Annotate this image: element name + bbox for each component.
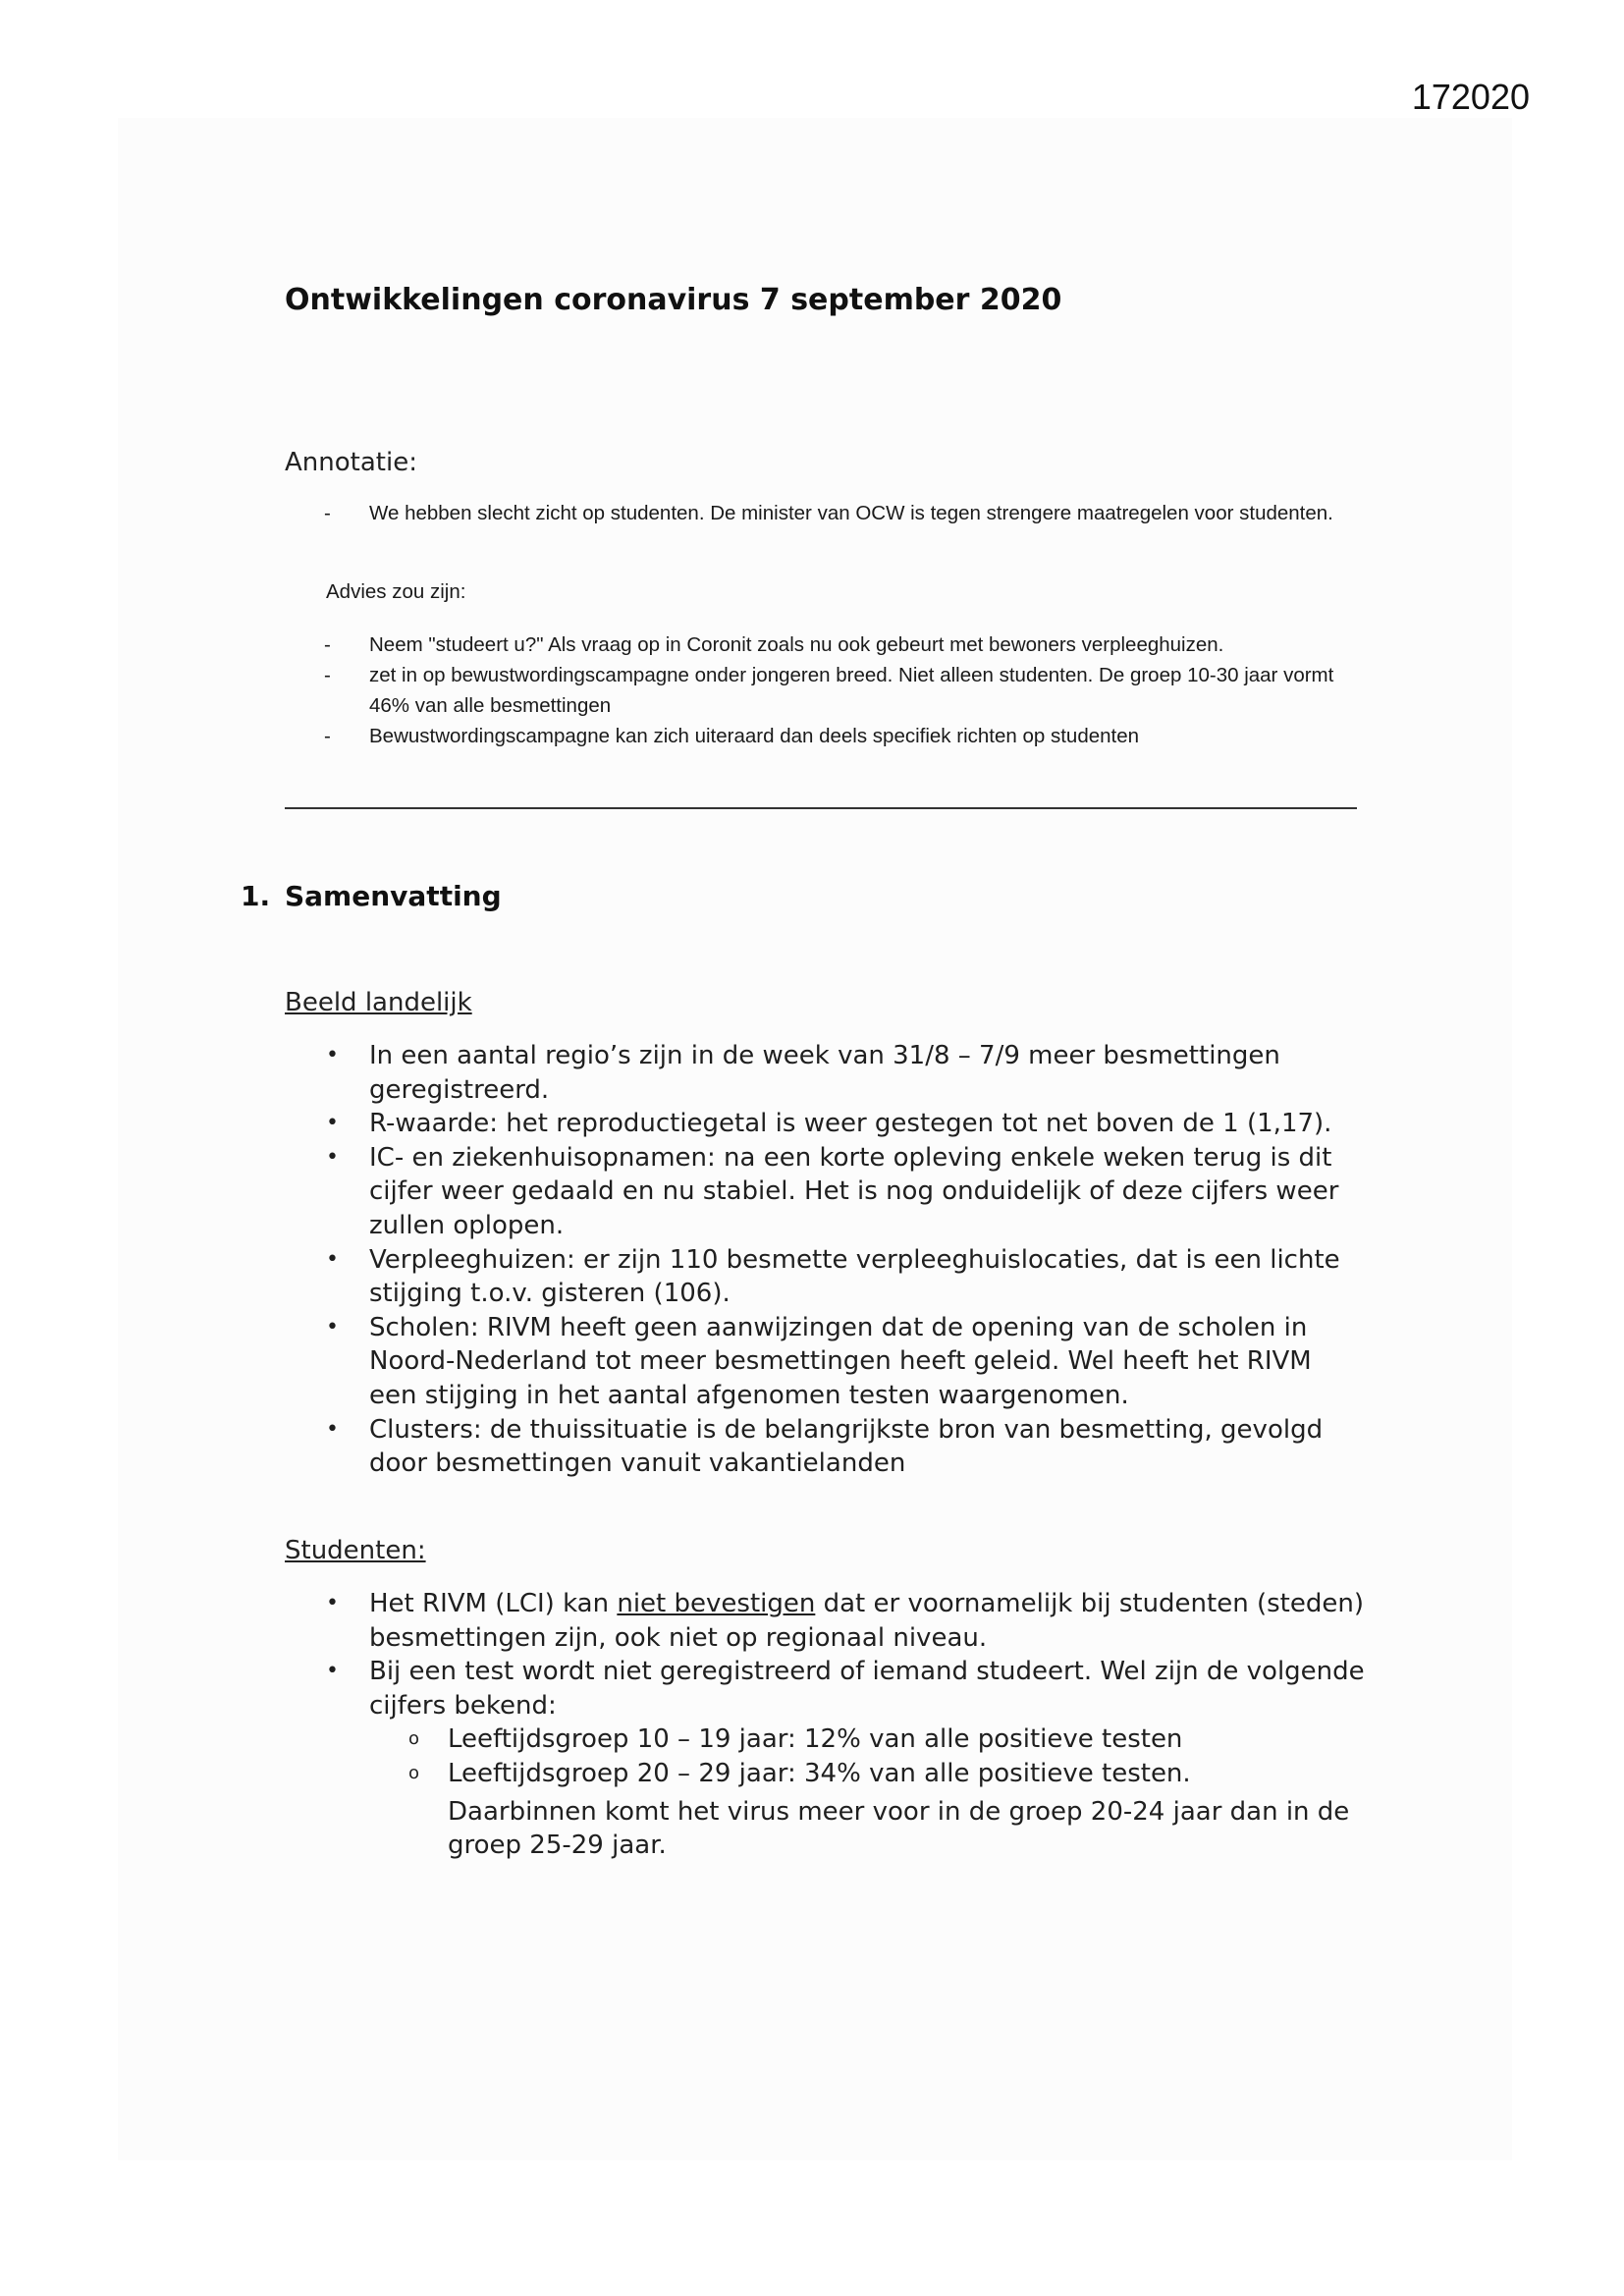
section-title: Samenvatting <box>285 880 502 912</box>
advies-item-text: Neem "studeert u?" Als vraag op in Coronit zoals nu ook gebeurt met bewoners verpleeghuizen. <box>369 633 1224 656</box>
list-item-text-end: dat er voornamelijk bij studenten (steden) besmettingen zijn, ook niet op regionaal niveau. <box>369 1589 1364 1653</box>
underlined-emphasis: niet bevestigen <box>617 1589 816 1618</box>
list-item-text: IC- en ziekenhuisopnamen: na een korte opleving enkele weken terug is dit cijfer weer gedaald en nu stabiel. Het is nog onduidelijk of deze cijfers weer zullen oplopen. <box>369 1142 1339 1240</box>
bullet-icon: • <box>326 1043 339 1067</box>
circle-bullet-icon: o <box>408 1728 420 1750</box>
document-title: Ontwikkelingen coronavirus 7 september 2020 <box>285 283 1062 317</box>
dash-bullet: - <box>324 725 331 747</box>
sub-list-item-text: Leeftijdsgroep 10 – 19 jaar: 12% van alle positieve testen <box>448 1724 1183 1755</box>
bullet-icon: • <box>326 1144 339 1170</box>
list-item <box>324 1655 1365 1863</box>
beeld-landelijk-list <box>324 1039 1365 1481</box>
age-group-sublist <box>369 1722 1365 1862</box>
list-item-text: Verpleeghuizen: er zijn 110 besmette verpleeghuislocaties, dat is een lichte stijging t.o.v. gisteren (106). <box>369 1244 1340 1309</box>
list-item <box>324 1039 1365 1107</box>
list-item-text: Clusters: de thuissituatie is de belangrijkste bron van besmetting, gevolgd door besmettingen vanuit vakantielanden <box>369 1414 1324 1479</box>
bullet-icon: • <box>326 1416 339 1442</box>
sub-list-item-continuation: Daarbinnen komt het virus meer voor in de groep 20-24 jaar dan in de groep 25-29 jaar. <box>448 1796 1350 1861</box>
annotatie-heading: Annotatie: <box>285 448 417 477</box>
list-item <box>324 1141 1365 1243</box>
subheading-studenten: Studenten: <box>285 1536 426 1565</box>
advies-item <box>324 660 1355 721</box>
list-item <box>324 1311 1365 1413</box>
advies-label: Advies zou zijn: <box>326 580 466 603</box>
annotatie-item <box>324 498 1355 528</box>
list-item-text: R-waarde: het reproductiegetal is weer gestegen tot net boven de 1 (1,17). <box>369 1109 1332 1139</box>
dash-bullet: - <box>324 633 331 656</box>
list-item-text: Scholen: RIVM heeft geen aanwijzingen dat de opening van de scholen in Noord-Nederland tot meer besmettingen heeft geleid. Wel heeft het RIVM een stijging in het aantal afgenomen testen waargenomen. <box>369 1312 1312 1410</box>
list-item <box>324 1243 1365 1311</box>
dash-bullet: - <box>324 502 331 524</box>
list-item <box>324 1413 1365 1481</box>
sub-list-item <box>408 1757 1365 1863</box>
circle-bullet-icon: o <box>408 1762 420 1783</box>
annotatie-item-text: We hebben slecht zicht op studenten. De minister van OCW is tegen strengere maatregelen voor studenten. <box>369 502 1333 524</box>
advies-item <box>324 721 1355 751</box>
list-item-text-start: Het RIVM (LCI) kan <box>369 1589 618 1618</box>
annotatie-list <box>324 498 1355 528</box>
advies-item-text: Bewustwordingscampagne kan zich uiteraard dan deels specifiek richten op studenten <box>369 725 1140 747</box>
subheading-beeld-landelijk: Beeld landelijk <box>285 988 472 1017</box>
advies-item-text: zet in op bewustwordingscampagne onder jongeren breed. Niet alleen studenten. De groep 10-30 jaar vormt 46% van alle besmettingen <box>369 664 1334 717</box>
advies-item <box>324 629 1355 660</box>
list-item <box>324 1587 1365 1655</box>
list-item-text: In een aantal regio’s zijn in de week van 31/8 – 7/9 meer besmettingen geregistreerd. <box>369 1041 1280 1105</box>
horizontal-divider <box>285 807 1357 809</box>
bullet-icon: • <box>326 1659 339 1684</box>
dash-bullet: - <box>324 664 331 686</box>
bullet-icon: • <box>326 1246 339 1272</box>
bullet-icon: • <box>326 1591 339 1615</box>
bullet-icon: • <box>326 1111 339 1136</box>
list-item <box>324 1107 1365 1141</box>
advies-list <box>324 629 1355 751</box>
list-item-text: Bij een test wordt niet geregistreerd of iemand studeert. Wel zijn de volgende cijfers bekend: <box>369 1657 1365 1721</box>
sub-list-item <box>408 1722 1365 1757</box>
section-number: 1. <box>241 880 271 912</box>
sub-list-item-text: Leeftijdsgroep 20 – 29 jaar: 34% van alle positieve testen. <box>448 1758 1191 1788</box>
bullet-icon: • <box>326 1314 339 1339</box>
studenten-list <box>324 1587 1365 1863</box>
section-heading-samenvatting <box>241 880 502 912</box>
document-number: 172020 <box>1411 77 1530 117</box>
